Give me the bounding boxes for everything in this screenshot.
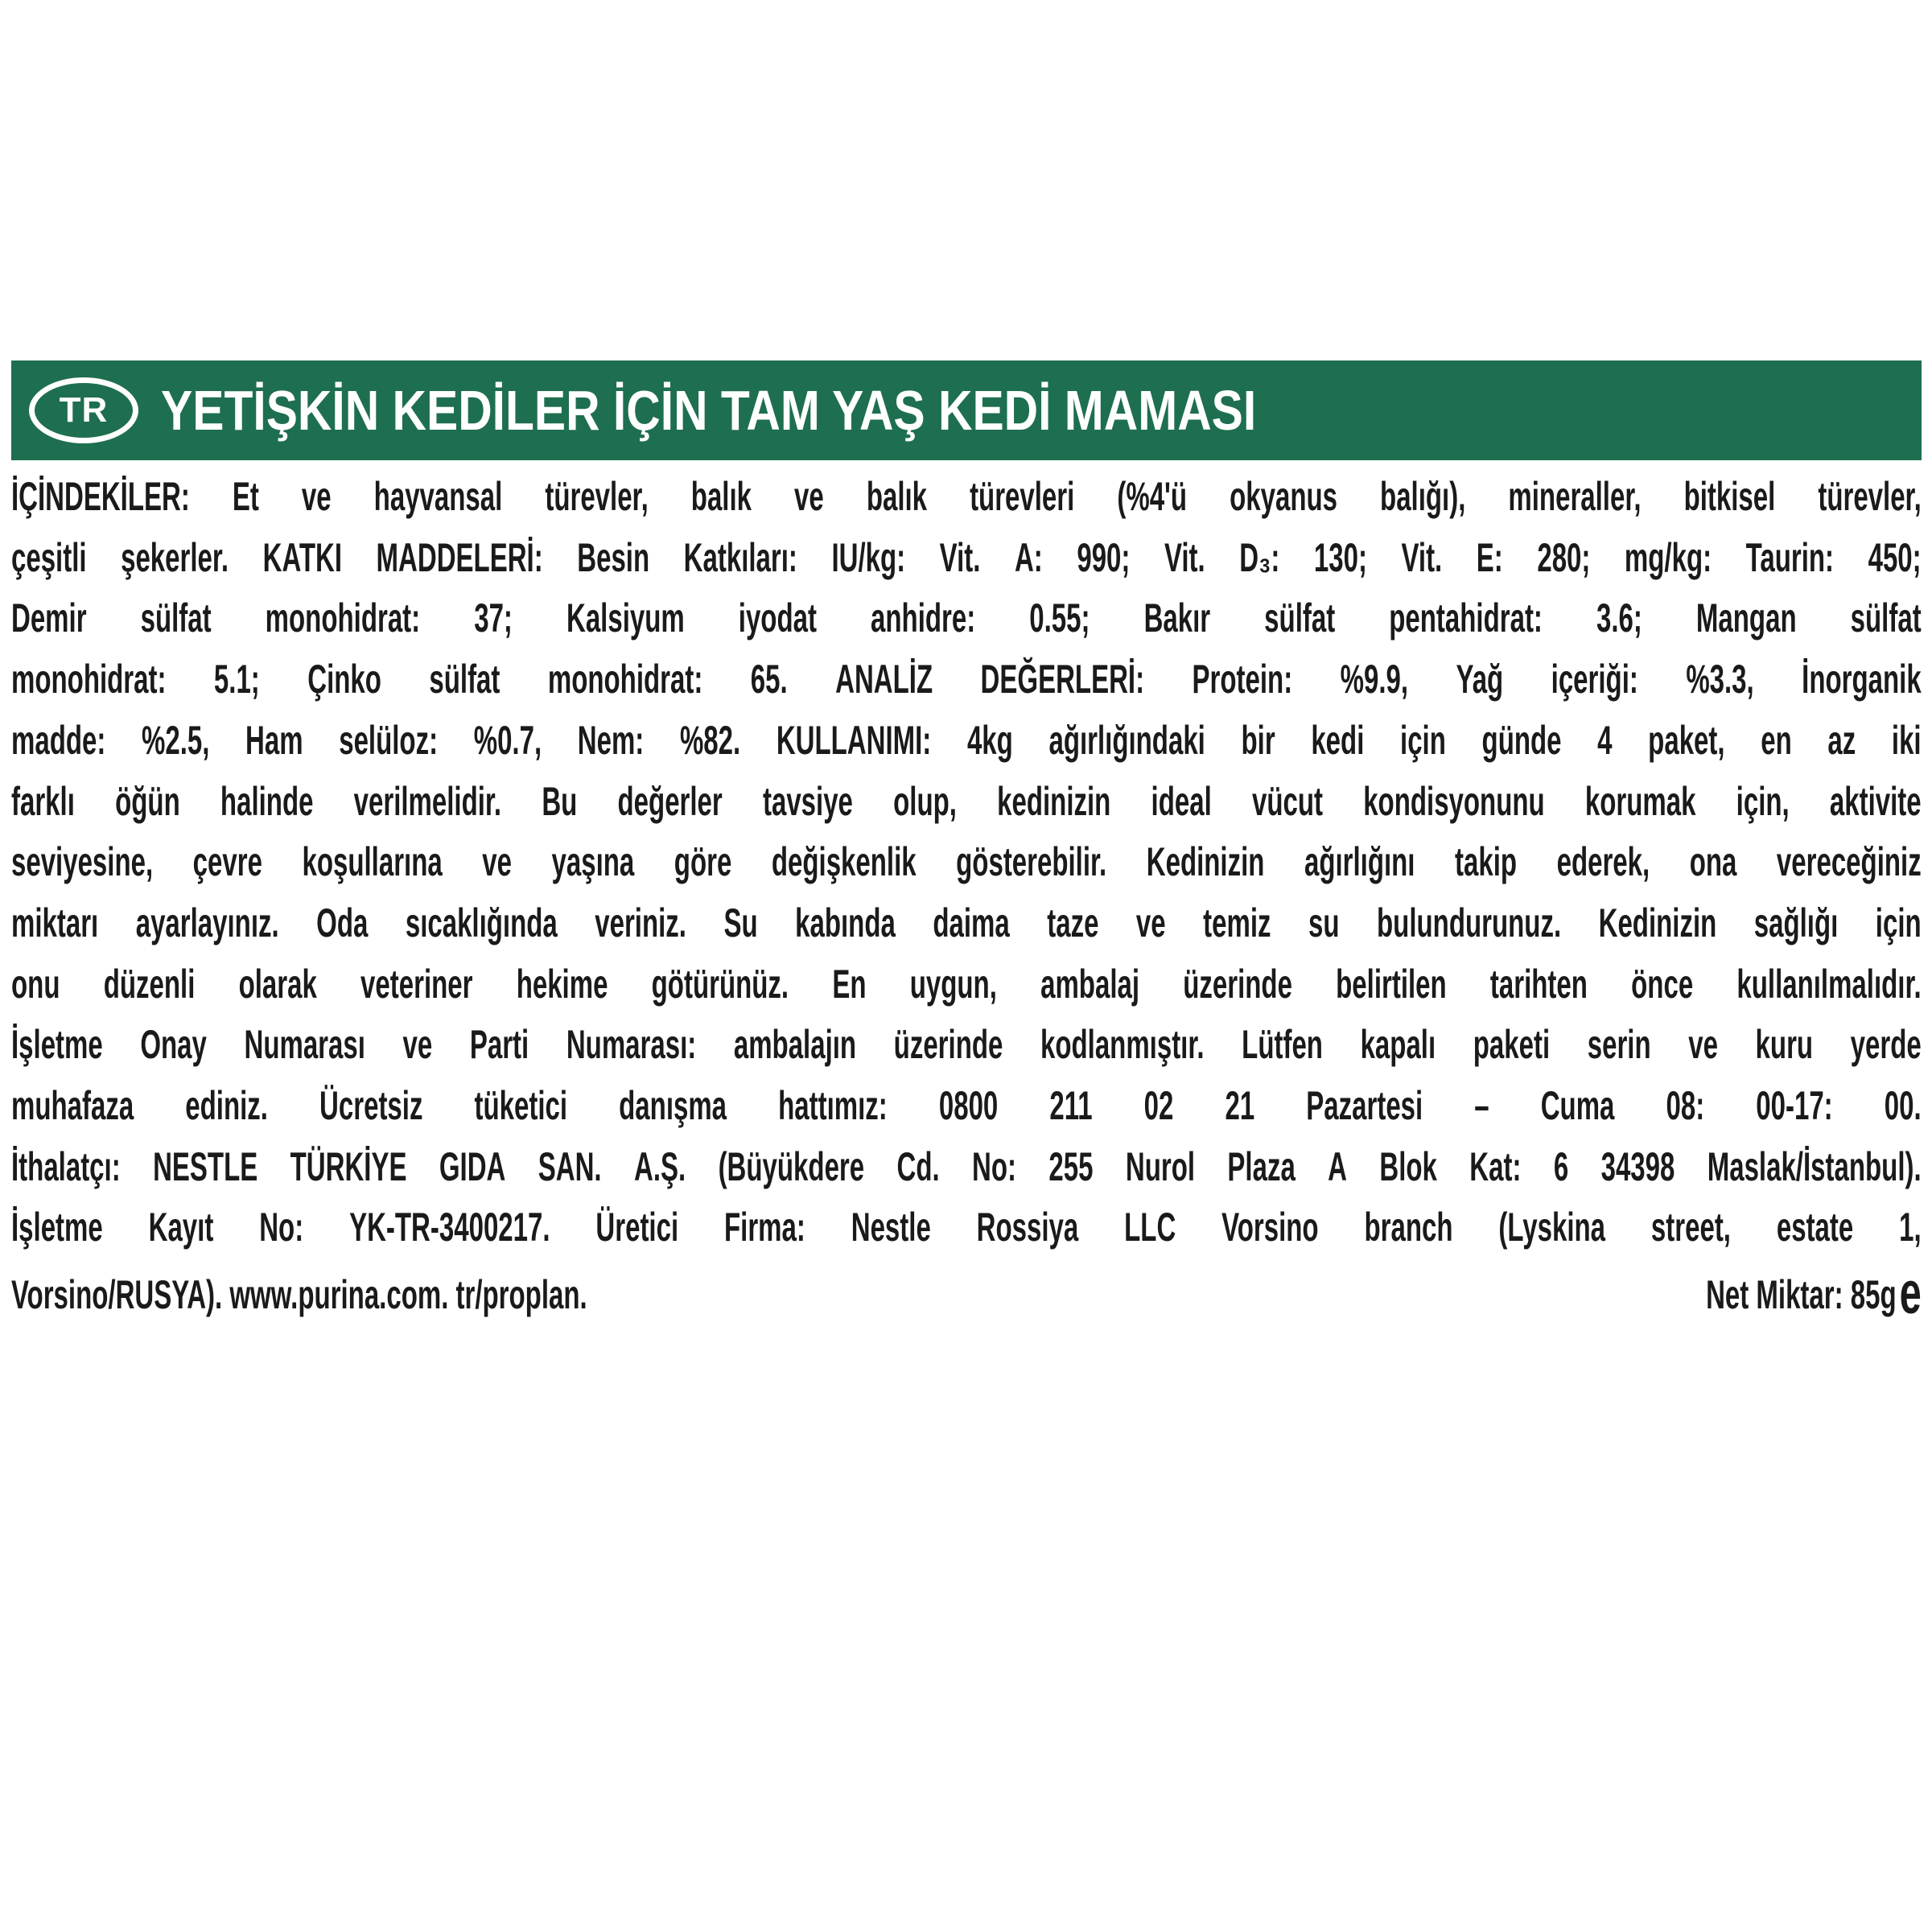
body-word: onu — [11, 961, 60, 1007]
body-word: Çinko — [307, 657, 381, 702]
body-word: göre — [674, 839, 732, 885]
body-word: Pazartesi — [1306, 1083, 1423, 1129]
body-word: YK-TR-3400217. — [349, 1205, 550, 1250]
body-word: Numarası: — [566, 1022, 697, 1068]
body-word: su — [1308, 900, 1340, 945]
body-word: Maslak/İstanbul). — [1707, 1143, 1922, 1189]
body-word: balığı), — [1380, 474, 1466, 519]
body-word: takip — [1455, 839, 1518, 885]
body-lines — [11, 467, 1922, 1258]
body-word: 37; — [474, 595, 513, 641]
body-word: – — [1474, 1083, 1489, 1129]
body-word: 450; — [1868, 534, 1922, 580]
body-word: türevleri — [970, 474, 1075, 519]
body-line — [11, 588, 1922, 649]
body-word: Ücretsiz — [319, 1083, 423, 1129]
body-word: Ham — [245, 717, 303, 763]
body-word: mg/kg: — [1624, 534, 1712, 580]
body-word: 65. — [750, 657, 788, 702]
body-word: ve — [1135, 900, 1166, 945]
body-word: Numarası — [244, 1022, 365, 1068]
body-word: verilmelidir. — [353, 778, 502, 824]
body-word: çeşitli — [11, 534, 87, 580]
body-word: ve — [402, 1022, 433, 1068]
body-word: hekime — [516, 961, 608, 1007]
body-word: %82. — [679, 717, 741, 763]
body-word: taze — [1047, 900, 1099, 945]
body-line — [11, 649, 1922, 711]
body-word: 34398 — [1600, 1143, 1675, 1189]
body-word: Vorsino — [1221, 1205, 1319, 1250]
body-word: hayvansal — [373, 474, 503, 519]
body-word: estate — [1776, 1205, 1854, 1250]
body-word: ediniz. — [185, 1083, 268, 1129]
body-word: Firma: — [724, 1205, 805, 1250]
body-word: street, — [1650, 1205, 1731, 1250]
body-word: Vit. — [1164, 534, 1205, 580]
body-word: 1, — [1899, 1205, 1922, 1250]
body-word: miktarı — [11, 900, 99, 945]
country-code-badge: TR — [29, 377, 138, 443]
body-word: Nurol — [1125, 1143, 1196, 1189]
body-word: götürünüz. — [651, 961, 789, 1007]
body-line — [11, 954, 1922, 1015]
body-word: NESTLE — [153, 1143, 258, 1189]
body-word: selüloz: — [339, 717, 439, 763]
body-word: değerler — [617, 778, 723, 824]
body-word: 130; — [1313, 534, 1367, 580]
body-word: farklı — [11, 778, 75, 824]
body-word: kapalı — [1360, 1022, 1436, 1068]
body-word: tavsiye — [762, 778, 853, 824]
body-word: Kedinizin — [1598, 900, 1717, 945]
estimated-sign-icon: e — [1899, 1259, 1922, 1326]
body-word: belirtilen — [1336, 961, 1447, 1007]
body-word: A: — [1014, 534, 1043, 580]
body-word: İÇİNDEKİLER: — [11, 474, 190, 519]
body-word: KATKI — [262, 534, 343, 580]
body-word: 0.55; — [1029, 595, 1090, 641]
body-word: %0.7, — [473, 717, 542, 763]
body-word: Parti — [469, 1022, 529, 1068]
body-word: 00. — [1884, 1083, 1922, 1129]
body-word: Plaza — [1227, 1143, 1296, 1189]
body-word: sülfat — [1850, 595, 1922, 641]
body-word: ayarlayınız. — [135, 900, 279, 945]
body-word: sıcaklığında — [405, 900, 558, 945]
body-word: tarihten — [1489, 961, 1588, 1007]
body-word: ambalaj — [1040, 961, 1140, 1007]
body-word: İşletme — [11, 1205, 103, 1250]
body-word: Lütfen — [1242, 1022, 1323, 1068]
body-word: vücut — [1251, 778, 1323, 824]
body-word: temiz — [1203, 900, 1271, 945]
body-word: ve — [794, 474, 824, 519]
body-word: çevre — [192, 839, 262, 885]
body-word: branch — [1364, 1205, 1453, 1250]
body-word: Vit. — [1401, 534, 1443, 580]
body-word: Rossiya — [976, 1205, 1079, 1250]
body-word: Bu — [542, 778, 578, 824]
body-word: Su — [723, 900, 758, 945]
body-word: A.Ş. — [633, 1143, 686, 1189]
body-word: 990; — [1077, 534, 1131, 580]
body-line-footer — [11, 1258, 1922, 1326]
body-word: kondisyonunu — [1363, 778, 1545, 824]
body-word: az — [1827, 717, 1856, 763]
body-word: Vit. — [939, 534, 981, 580]
body-word: pentahidrat: — [1389, 595, 1543, 641]
body-word: veteriner — [360, 961, 473, 1007]
body-word: balık — [690, 474, 752, 519]
body-word: olarak — [238, 961, 317, 1007]
body-word: En — [832, 961, 867, 1007]
body-word: ve — [1688, 1022, 1718, 1068]
body-word: balık — [866, 474, 928, 519]
body-word: kabında — [795, 900, 896, 945]
body-word: için — [1875, 900, 1922, 945]
body-word: danışma — [619, 1083, 727, 1129]
body-word: tüketici — [474, 1083, 568, 1129]
body-word: monohidrat: — [547, 657, 703, 702]
body-word: önce — [1631, 961, 1694, 1007]
body-line — [11, 832, 1922, 893]
body-word: halinde — [220, 778, 314, 824]
body-word: sülfat — [1264, 595, 1336, 641]
body-word: İthalatçı: — [11, 1143, 121, 1189]
body-word: İşletme — [11, 1022, 103, 1068]
body-word: Üretici — [595, 1205, 679, 1250]
body-word: sağlığı — [1753, 900, 1839, 945]
body-word: bulundurunuz. — [1377, 900, 1562, 945]
body-word: paket, — [1648, 717, 1725, 763]
body-line — [11, 467, 1922, 528]
body-word: %9.9, — [1340, 657, 1409, 702]
body-word: veriniz. — [595, 900, 686, 945]
body-word: 211 — [1049, 1083, 1093, 1129]
body-word: paketi — [1473, 1022, 1551, 1068]
body-word: vereceğiniz — [1776, 839, 1922, 885]
body-word: 6 — [1553, 1143, 1569, 1189]
body-line — [11, 893, 1922, 954]
body-word: sülfat — [429, 657, 501, 702]
body-word: Katkıları: — [683, 534, 797, 580]
body-word: %2.5, — [142, 717, 210, 763]
body-word: üzerinde — [1183, 961, 1292, 1007]
body-word: Cuma — [1540, 1083, 1615, 1129]
body-word: kodlanmıştır. — [1040, 1022, 1205, 1068]
body-word: için — [1400, 717, 1446, 763]
body-word: bitkisel — [1683, 474, 1776, 519]
body-word: Et — [232, 474, 259, 519]
body-word: içeriği: — [1551, 657, 1638, 702]
body-word: E: — [1476, 534, 1503, 580]
body-word: Yağ — [1456, 657, 1504, 702]
body-word: koşullarına — [302, 839, 443, 885]
body-word: (%4'ü — [1117, 474, 1188, 519]
body-word: iyodat — [738, 595, 817, 641]
body-word: ve — [482, 839, 512, 885]
body-word: yaşına — [551, 839, 635, 885]
body-word: GIDA — [439, 1143, 506, 1189]
body-word: D₃: — [1239, 534, 1280, 580]
body-word: No: — [259, 1205, 304, 1250]
net-quantity-label: Net Miktar: 85g — [1706, 1272, 1897, 1318]
body-word: Kat: — [1469, 1143, 1522, 1189]
body-word: 4kg — [966, 717, 1013, 763]
body-word: üzerinde — [893, 1022, 1003, 1068]
body-word: sülfat — [140, 595, 212, 641]
body-word: ANALİZ — [835, 657, 933, 702]
body-word: Nestle — [851, 1205, 931, 1250]
label-body — [11, 467, 1922, 1326]
body-word: günde — [1481, 717, 1562, 763]
body-word: bir — [1241, 717, 1275, 763]
body-word: serin — [1587, 1022, 1651, 1068]
body-word: korumak — [1584, 778, 1696, 824]
body-word: 5.1; — [213, 657, 260, 702]
body-word: muhafaza — [11, 1083, 134, 1129]
body-word: LLC — [1124, 1205, 1176, 1250]
body-word: daima — [933, 900, 1010, 945]
body-word: hattımız: — [778, 1083, 888, 1129]
body-word: değişkenlik — [771, 839, 917, 885]
body-word: türevler, — [545, 474, 649, 519]
body-word: No: — [972, 1143, 1017, 1189]
body-word: gösterebilir. — [956, 839, 1107, 885]
body-word: en — [1761, 717, 1792, 763]
body-word: Bakır — [1143, 595, 1211, 641]
body-word: Nem: — [577, 717, 645, 763]
body-word: 02 — [1143, 1083, 1174, 1129]
body-word: aktivite — [1829, 778, 1922, 824]
body-word: Cd. — [896, 1143, 940, 1189]
body-line — [11, 528, 1922, 589]
body-word: Mangan — [1695, 595, 1797, 641]
body-word: olup, — [893, 778, 957, 824]
body-word: SAN. — [538, 1143, 602, 1189]
body-word: 00-17: — [1756, 1083, 1833, 1129]
body-word: ve — [301, 474, 332, 519]
body-word: yerde — [1850, 1022, 1922, 1068]
body-word: monohidrat: — [265, 595, 421, 641]
body-word: Besin — [577, 534, 650, 580]
body-line — [11, 1197, 1922, 1258]
body-word: %3.3, — [1686, 657, 1754, 702]
body-word: kuru — [1755, 1022, 1814, 1068]
body-word: kedinizin — [997, 778, 1111, 824]
body-word: ideal — [1151, 778, 1212, 824]
body-word: DEĞERLERİ: — [980, 657, 1145, 702]
body-word: monohidrat: — [11, 657, 167, 702]
body-word: Blok — [1379, 1143, 1437, 1189]
body-word: MADDELERİ: — [376, 534, 543, 580]
body-word: A — [1328, 1143, 1348, 1189]
body-word: (Lyskina — [1498, 1205, 1606, 1250]
body-word: ederek, — [1556, 839, 1650, 885]
body-word: öğün — [115, 778, 180, 824]
body-word: seviyesine, — [11, 839, 154, 885]
body-word: ağırlığındaki — [1048, 717, 1205, 763]
body-word: anhidre: — [871, 595, 976, 641]
body-word: uygun, — [909, 961, 997, 1007]
body-word: Onay — [140, 1022, 207, 1068]
body-word: şekerler. — [121, 534, 229, 580]
body-word: Oda — [316, 900, 369, 945]
body-word: Kalsiyum — [566, 595, 685, 641]
body-word: için, — [1736, 778, 1790, 824]
body-word: 280; — [1537, 534, 1591, 580]
body-word: 4 — [1597, 717, 1613, 763]
body-word: ona — [1689, 839, 1737, 885]
body-word: iki — [1891, 717, 1922, 763]
body-word: mineraller, — [1508, 474, 1642, 519]
body-line — [11, 772, 1922, 833]
body-word: Kayıt — [148, 1205, 214, 1250]
body-word: İnorganik — [1802, 657, 1922, 702]
body-word: ağırlığını — [1304, 839, 1415, 885]
label-header — [11, 360, 1922, 460]
body-word: IU/kg: — [831, 534, 906, 580]
body-word: Taurin: — [1745, 534, 1835, 580]
body-word: 0800 — [938, 1083, 999, 1129]
product-label — [11, 360, 1922, 1326]
label-title: YETİŞKİN KEDİLER İÇİN TAM YAŞ KEDİ MAMASI — [161, 379, 1257, 442]
net-quantity — [1706, 1258, 1922, 1326]
body-word: Protein: — [1192, 657, 1293, 702]
body-line — [11, 1015, 1922, 1076]
body-word: madde: — [11, 717, 106, 763]
body-line — [11, 1137, 1922, 1198]
footer-left-text: Vorsino/RUSYA). www.purina.com. tr/proplan. — [11, 1272, 587, 1318]
body-line — [11, 711, 1922, 772]
body-word: kedi — [1311, 717, 1365, 763]
body-word: 21 — [1225, 1083, 1255, 1129]
body-word: KULLANIMI: — [776, 717, 932, 763]
body-word: Kedinizin — [1146, 839, 1265, 885]
body-word: 08: — [1666, 1083, 1705, 1129]
body-word: 3.6; — [1596, 595, 1642, 641]
body-line — [11, 1076, 1922, 1137]
body-word: türevler, — [1818, 474, 1922, 519]
body-word: (Büyükdere — [718, 1143, 865, 1189]
body-word: ambalajın — [733, 1022, 857, 1068]
body-word: kullanılmalıdır. — [1736, 961, 1922, 1007]
body-word: 255 — [1048, 1143, 1094, 1189]
body-word: okyanus — [1230, 474, 1337, 519]
body-word: düzenli — [103, 961, 196, 1007]
body-word: TÜRKİYE — [290, 1143, 407, 1189]
body-word: Demir — [11, 595, 87, 641]
